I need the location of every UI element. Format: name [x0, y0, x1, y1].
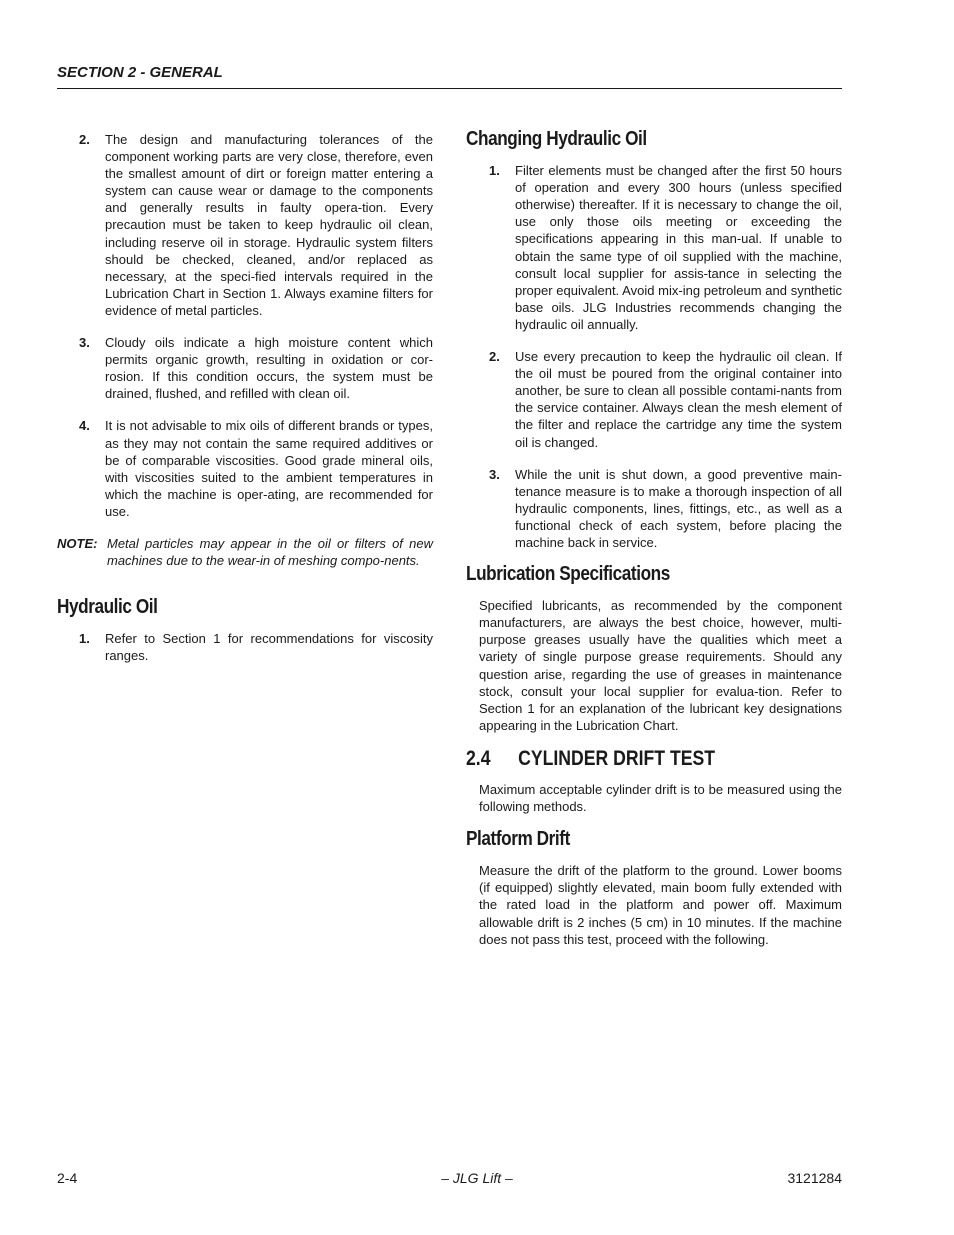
list-item [57, 630, 433, 664]
page-number: 2-4 [57, 1170, 78, 1186]
list-item [57, 131, 433, 319]
lubrication-specifications-heading: Lubrication Specifications [466, 563, 670, 586]
list-item [57, 417, 433, 520]
section-header: SECTION 2 - GENERAL [57, 64, 223, 81]
item-text: The design and manufacturing tolerances of the component working parts are very close, therefore, even the smallest amount of dirt or foreign matter entering a system can cause wear or damage to the components and generally results in faulty opera-tion. Every precaution must be taken to keep hydraulic oil clean, including reserve oil in storage. Hydraulic system filters should be checked, cleaned, and/or replaced as necessary, at the speci-fied intervals required in the Lubrication Chart in Section 1. Always examine filters for evidence of metal particles. [105, 132, 433, 318]
list-item [466, 348, 842, 451]
lubrication-specifications-text: Specified lubricants, as recommended by the component manufacturers, are always the best choice, however, multi-purpose greases usually have the qualities which meet a variety of single purpose grease requirements. Should any question arise, regarding the use of greases in maintenance stock, consult your local supplier for evalua-tion. Refer to Section 1 for an explanation of the lubricant key designations appearing in the Lubrication Chart. [479, 598, 842, 733]
item-text: Refer to Section 1 for recommendations for viscosity ranges. [105, 631, 433, 664]
item-text: It is not advisable to mix oils of different brands or types, as they may not contain the same required additives or be of comparable viscosities. Good grade mineral oils, with viscosities suited to the ambient temperatures in which the machine is oper-ating, are recommended for use. [105, 418, 433, 519]
header-rule [57, 88, 842, 89]
section-number: 2.4 [466, 746, 491, 770]
item-number: 3. [489, 466, 500, 482]
item-number: 2. [489, 349, 500, 365]
cylinder-drift-test-heading [466, 746, 782, 770]
platform-drift-text: Measure the drift of the platform to the ground. Lower booms (if equipped) slightly elevated, main boom fully extended with the rated load in the platform and power off. Maximum allowable drift is 2 inches (5 cm) in 10 minutes. If the machine does not pass this test, proceed with the following. [479, 863, 842, 947]
item-text: Cloudy oils indicate a high moisture content which permits organic growth, resulting in oxidation or cor-rosion. If this condition occurs, the system must be drained, flushed, and refilled with clean oil. [105, 335, 433, 402]
note-label: NOTE: [57, 535, 98, 551]
item-number: 1. [79, 631, 90, 647]
item-number: 4. [79, 418, 90, 434]
list-item [466, 162, 842, 333]
hydraulic-oil-heading: Hydraulic Oil [57, 596, 158, 619]
item-number: 3. [79, 335, 90, 351]
section-title: CYLINDER DRIFT TEST [518, 746, 716, 770]
right-column [466, 128, 842, 964]
item-number: 2. [79, 132, 90, 147]
item-text: Filter elements must be changed after the first 50 hours of operation and every 300 hours (unless specified otherwise) thereafter. If it is necessary to change the oil, use only those oils meeting or exceeding the specifications appearing in this man-ual. If unable to obtain the same type of oil supplied with the machine, consult local supplier for assis-tance in selecting the proper equivalent. Avoid mix-ing petroleum and synthetic base oils. JLG Industries recommends changing the hydraulic oil annually. [515, 163, 842, 332]
item-text: Use every precaution to keep the hydraulic oil clean. If the oil must be poured from the original container into another, be sure to clean all possible contami-nants from the service container. Always clean the mesh element of the filter and replace the cartridge any time the system oil is changed. [515, 349, 842, 450]
document-number: 3121284 [787, 1170, 842, 1186]
list-item [466, 466, 842, 551]
footer-brand: – JLG Lift – [441, 1170, 513, 1186]
platform-drift-heading: Platform Drift [466, 828, 570, 851]
item-number: 1. [489, 163, 500, 179]
note [57, 535, 433, 569]
left-column [57, 131, 433, 679]
note-text: Metal particles may appear in the oil or filters of new machines due to the wear-in of meshing compo-nents. [107, 535, 433, 569]
cylinder-drift-text: Maximum acceptable cylinder drift is to be measured using the following methods. [479, 782, 842, 815]
changing-hydraulic-oil-heading: Changing Hydraulic Oil [466, 128, 647, 150]
list-item [57, 334, 433, 402]
item-text: While the unit is shut down, a good preventive main-tenance measure is to make a thorough inspection of all hydraulic components, lines, fittings, etc., as well as a functional check of each system, before placing the machine back in service. [515, 466, 842, 550]
